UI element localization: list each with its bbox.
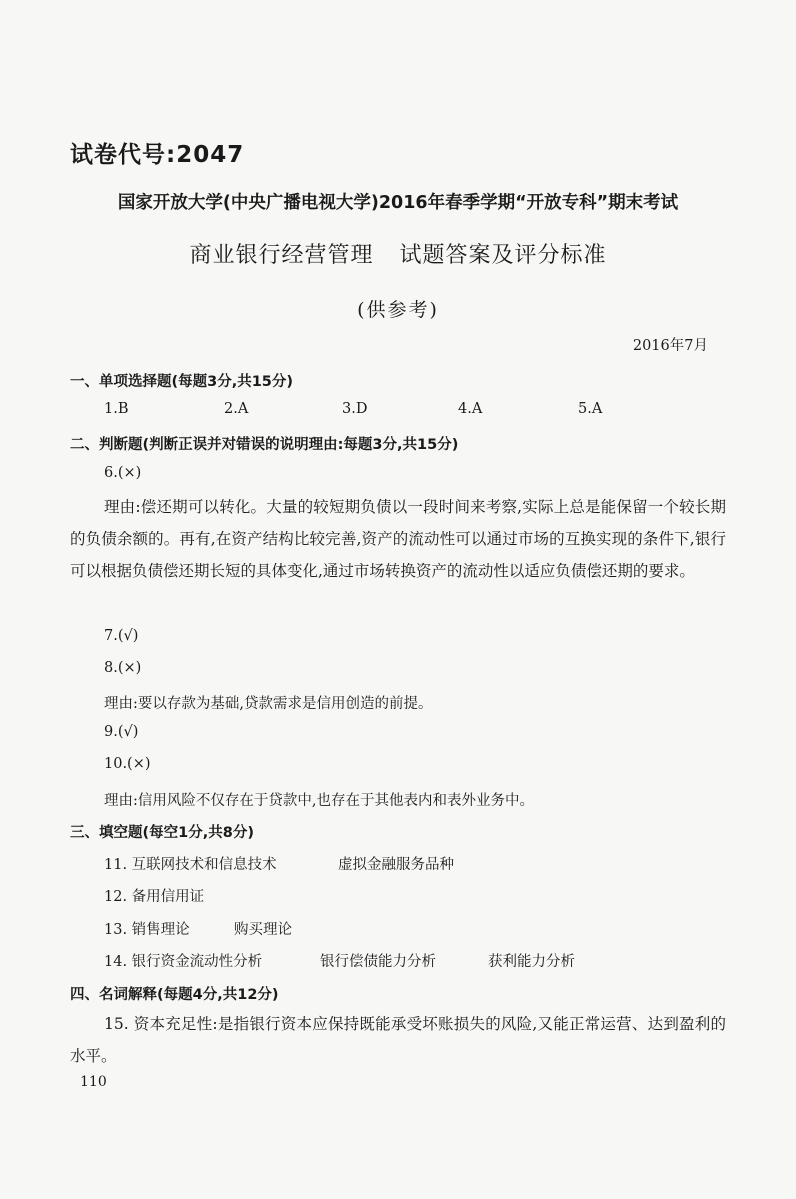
answer-11-a: 11. 互联网技术和信息技术 [104, 857, 277, 873]
answer-13-a: 13. 销售理论 [104, 922, 190, 938]
answer-11-b: 虚拟金融服务品种 [338, 857, 454, 873]
answer-14-c: 获利能力分析 [488, 954, 575, 970]
subtitle: (供参考) [357, 299, 439, 321]
reason-8: 理由:要以存款为基础,贷款需求是信用创造的前提。 [104, 696, 433, 712]
answer-3: 3.D [342, 401, 368, 417]
answer-7: 7.(√) [104, 628, 139, 644]
answer-9: 9.(√) [104, 724, 139, 740]
answer-1: 1.B [104, 401, 129, 417]
section-3-heading: 三、填空题(每空1分,共8分) [70, 825, 254, 841]
exam-title: 国家开放大学(中央广播电视大学)2016年春季学期“开放专科”期末考试 [117, 193, 679, 213]
answer-14-a: 14. 银行资金流动性分析 [104, 954, 263, 970]
section-4-heading: 四、名词解释(每题4分,共12分) [70, 987, 279, 1003]
answer-15: 15. 资本充足性:是指银行资本应保持既能承受坏账损失的风险,又能正常运营、达到盈利的水平。 [70, 1015, 726, 1065]
page-number: 110 [80, 1074, 107, 1090]
section-2-heading: 二、判断题(判断正误并对错误的说明理由:每题3分,共15分) [70, 437, 459, 453]
document-type: 试题答案及评分标准 [399, 243, 607, 268]
reason-6: 理由:偿还期可以转化。大量的较短期负债以一段时间来考察,实际上总是能保留一个较长期的负债余额的。再有,在资产结构比较完善,资产的流动性可以通过市场的互换实现的条件下,银行可以根据负债偿还期长短的具体变化,通过市场转换资产的流动性以适应负债偿还期的要求。 [70, 498, 726, 580]
answer-13-b: 购买理论 [234, 922, 292, 938]
answer-5: 5.A [578, 401, 603, 417]
answer-4: 4.A [458, 401, 483, 417]
course-name: 商业银行经营管理 [189, 243, 374, 268]
answer-10: 10.(×) [104, 756, 151, 772]
paper-code: 试卷代号:2047 [70, 142, 245, 168]
section-1-heading: 一、单项选择题(每题3分,共15分) [70, 374, 294, 390]
answer-2: 2.A [224, 401, 249, 417]
answer-6: 6.(×) [104, 465, 142, 481]
reason-10: 理由:信用风险不仅存在于贷款中,也存在于其他表内和表外业务中。 [104, 793, 534, 809]
answer-14-b: 银行偿债能力分析 [320, 954, 436, 970]
answer-8: 8.(×) [104, 660, 142, 676]
document-title [0, 238, 796, 269]
answer-12: 12. 备用信用证 [104, 889, 205, 905]
exam-date: 2016年7月 [632, 338, 708, 354]
